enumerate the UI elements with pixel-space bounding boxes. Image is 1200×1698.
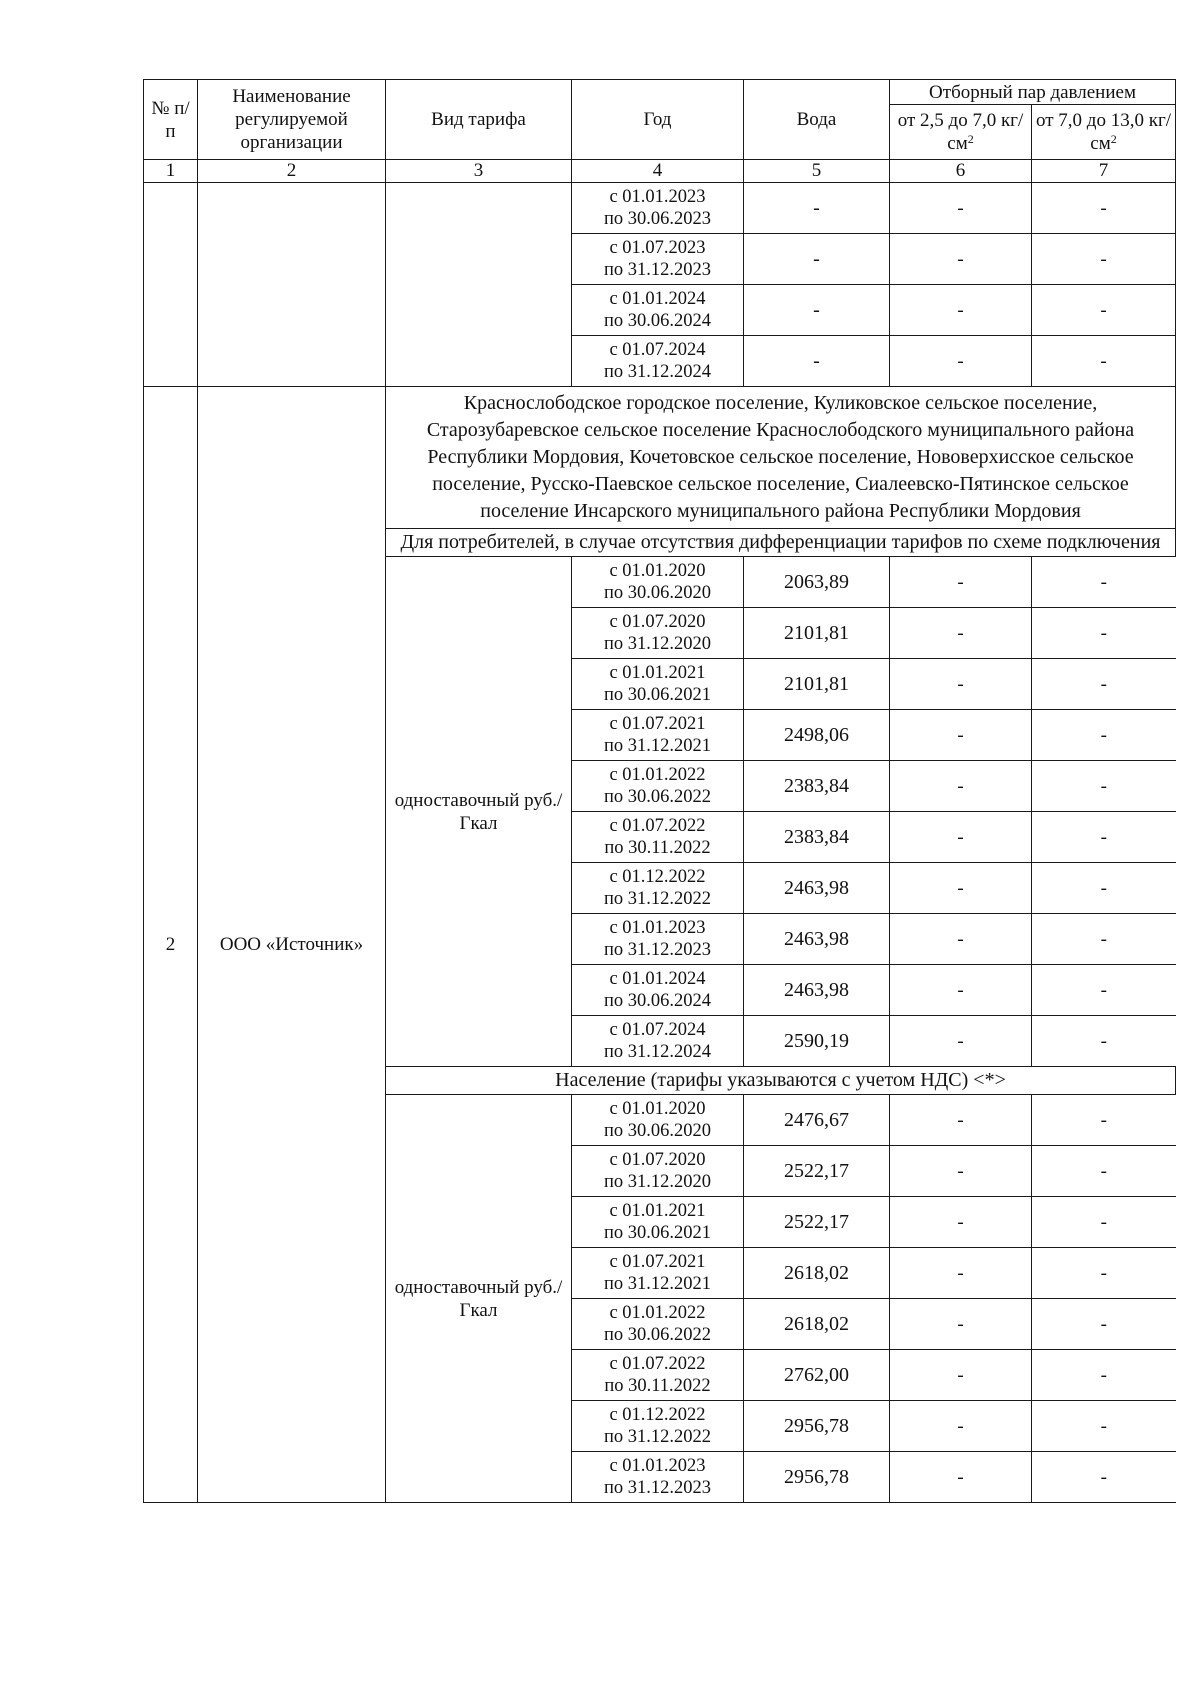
steam-high-cell: - bbox=[1032, 914, 1176, 965]
period-from: с 01.01.2021 bbox=[609, 1201, 706, 1221]
water-tariff-cell: 2463,98 bbox=[744, 914, 890, 965]
table-row bbox=[144, 183, 1176, 234]
org-name: ООО «Источник» bbox=[198, 387, 386, 1503]
period-cell bbox=[572, 1095, 744, 1146]
period-from: с 01.07.2024 bbox=[609, 1020, 706, 1040]
period-from: с 01.01.2021 bbox=[609, 663, 706, 683]
steam-high-cell: - bbox=[1032, 285, 1176, 336]
period-from: с 01.07.2022 bbox=[609, 1354, 706, 1374]
period-to: по 30.11.2022 bbox=[604, 838, 711, 858]
period-from: с 01.01.2024 bbox=[609, 289, 706, 309]
column-number: 6 bbox=[890, 160, 1032, 183]
steam-low-cell: - bbox=[890, 234, 1032, 285]
steam-high-cell: - bbox=[1032, 183, 1176, 234]
steam-high-cell: - bbox=[1032, 1016, 1176, 1067]
period-to: по 30.06.2024 bbox=[603, 991, 712, 1011]
water-tariff-cell: 2463,98 bbox=[744, 863, 890, 914]
steam-high-cell: - bbox=[1032, 234, 1176, 285]
period-from: с 01.01.2023 bbox=[609, 1456, 706, 1476]
tariff-document bbox=[143, 79, 1175, 1503]
period-cell bbox=[572, 336, 744, 387]
steam-low-cell: - bbox=[890, 1350, 1032, 1401]
col-header-organization: Наименование регулируемой организации bbox=[198, 80, 386, 160]
period-cell bbox=[572, 965, 744, 1016]
period-to: по 30.06.2020 bbox=[603, 583, 712, 603]
period-to: по 31.12.2023 bbox=[603, 1478, 712, 1498]
period-cell bbox=[572, 608, 744, 659]
period-from: с 01.07.2021 bbox=[609, 1252, 706, 1272]
water-tariff-cell: 2383,84 bbox=[744, 812, 890, 863]
period-from: с 01.01.2023 bbox=[609, 187, 706, 207]
water-tariff-cell: 2522,17 bbox=[744, 1197, 890, 1248]
steam-high-cell: - bbox=[1032, 710, 1176, 761]
period-cell bbox=[572, 1350, 744, 1401]
superscript: 2 bbox=[1110, 132, 1117, 146]
period-cell bbox=[572, 183, 744, 234]
steam-low-cell: - bbox=[890, 336, 1032, 387]
period-to: по 31.12.2022 bbox=[603, 1427, 712, 1447]
water-tariff-cell: 2101,81 bbox=[744, 659, 890, 710]
steam-high-cell: - bbox=[1032, 608, 1176, 659]
water-tariff-cell: - bbox=[744, 183, 890, 234]
period-to: по 30.06.2020 bbox=[603, 1121, 712, 1141]
period-from: с 01.01.2020 bbox=[609, 561, 706, 581]
period-cell bbox=[572, 710, 744, 761]
period-to: по 30.06.2021 bbox=[603, 1223, 712, 1243]
period-cell bbox=[572, 1146, 744, 1197]
col-header-water: Вода bbox=[744, 80, 890, 160]
period-cell bbox=[572, 1248, 744, 1299]
steam-low-cell: - bbox=[890, 557, 1032, 608]
steam-high-label: от 7,0 до 13,0 кг/см bbox=[1036, 110, 1172, 154]
steam-high-cell: - bbox=[1032, 1299, 1176, 1350]
org-cell-empty bbox=[198, 183, 386, 387]
period-cell bbox=[572, 557, 744, 608]
period-from: с 01.01.2020 bbox=[609, 1099, 706, 1119]
steam-high-cell: - bbox=[1032, 812, 1176, 863]
steam-high-cell: - bbox=[1032, 1146, 1176, 1197]
water-tariff-cell: 2956,78 bbox=[744, 1452, 890, 1503]
period-to: по 30.06.2022 bbox=[603, 1325, 712, 1345]
table-row bbox=[144, 387, 1176, 529]
water-tariff-cell: 2383,84 bbox=[744, 761, 890, 812]
col-header-tariff-type: Вид тарифа bbox=[386, 80, 572, 160]
steam-low-cell: - bbox=[890, 1452, 1032, 1503]
steam-low-cell: - bbox=[890, 1016, 1032, 1067]
col-header-steam: Отборный пар давлением bbox=[890, 80, 1176, 105]
steam-high-cell: - bbox=[1032, 1350, 1176, 1401]
period-from: с 01.07.2020 bbox=[609, 1150, 706, 1170]
steam-low-cell: - bbox=[890, 1095, 1032, 1146]
period-from: с 01.01.2023 bbox=[609, 918, 706, 938]
period-to: по 31.12.2021 bbox=[603, 736, 712, 756]
period-to: по 30.11.2022 bbox=[604, 1376, 711, 1396]
tariff-table bbox=[143, 79, 1176, 1503]
period-to: по 31.12.2023 bbox=[603, 940, 712, 960]
steam-high-cell: - bbox=[1032, 336, 1176, 387]
steam-high-cell: - bbox=[1032, 965, 1176, 1016]
period-to: по 30.06.2024 bbox=[603, 311, 712, 331]
steam-low-cell: - bbox=[890, 285, 1032, 336]
steam-low-cell: - bbox=[890, 608, 1032, 659]
steam-low-cell: - bbox=[890, 1248, 1032, 1299]
steam-low-cell: - bbox=[890, 1299, 1032, 1350]
period-cell bbox=[572, 914, 744, 965]
steam-low-cell: - bbox=[890, 965, 1032, 1016]
column-number: 3 bbox=[386, 160, 572, 183]
period-cell bbox=[572, 1197, 744, 1248]
water-tariff-cell: 2476,67 bbox=[744, 1095, 890, 1146]
period-to: по 31.12.2022 bbox=[603, 889, 712, 909]
col-header-steam-high bbox=[1032, 105, 1176, 160]
column-number: 1 bbox=[144, 160, 198, 183]
number-cell-empty bbox=[144, 183, 198, 387]
water-tariff-cell: 2956,78 bbox=[744, 1401, 890, 1452]
org-number: 2 bbox=[144, 387, 198, 1503]
superscript: 2 bbox=[967, 132, 974, 146]
tariff-type: одноставочный руб./Гкал bbox=[386, 1095, 572, 1503]
steam-low-cell: - bbox=[890, 1197, 1032, 1248]
column-number: 7 bbox=[1032, 160, 1176, 183]
period-cell bbox=[572, 761, 744, 812]
col-header-year: Год bbox=[572, 80, 744, 160]
water-tariff-cell: 2590,19 bbox=[744, 1016, 890, 1067]
water-tariff-cell: 2618,02 bbox=[744, 1299, 890, 1350]
period-cell bbox=[572, 863, 744, 914]
steam-low-cell: - bbox=[890, 863, 1032, 914]
period-cell bbox=[572, 659, 744, 710]
steam-high-cell: - bbox=[1032, 761, 1176, 812]
column-number: 4 bbox=[572, 160, 744, 183]
period-cell bbox=[572, 234, 744, 285]
water-tariff-cell: 2618,02 bbox=[744, 1248, 890, 1299]
period-to: по 31.12.2024 bbox=[603, 362, 712, 382]
period-cell bbox=[572, 285, 744, 336]
period-cell bbox=[572, 1401, 744, 1452]
table-body bbox=[144, 183, 1176, 1503]
period-to: по 31.12.2020 bbox=[603, 1172, 712, 1192]
section-title: Для потребителей, в случае отсутствия дифференциации тарифов по схеме подключения bbox=[386, 529, 1176, 557]
steam-low-cell: - bbox=[890, 812, 1032, 863]
period-from: с 01.07.2022 bbox=[609, 816, 706, 836]
period-cell bbox=[572, 1299, 744, 1350]
period-from: с 01.01.2024 bbox=[609, 969, 706, 989]
period-to: по 30.06.2021 bbox=[603, 685, 712, 705]
region-list: Краснослободское городское поселение, Куликовское сельское поселение, Старозубаревское сельское поселение Краснослободского муниципального района Республики Мордовия, Кочетовское сельское поселение, Нововерхисское сельское поселение, Русско-Паевское сельское поселение, Сиалеевско-Пятинское сельское поселение Инсарского муниципального района Республики Мордовия bbox=[386, 387, 1176, 529]
steam-high-cell: - bbox=[1032, 1197, 1176, 1248]
period-to: по 31.12.2023 bbox=[603, 260, 712, 280]
period-from: с 01.07.2023 bbox=[609, 238, 706, 258]
period-cell bbox=[572, 1452, 744, 1503]
steam-low-cell: - bbox=[890, 659, 1032, 710]
period-from: с 01.07.2021 bbox=[609, 714, 706, 734]
column-number: 2 bbox=[198, 160, 386, 183]
period-from: с 01.01.2022 bbox=[609, 1303, 706, 1323]
steam-low-cell: - bbox=[890, 914, 1032, 965]
period-to: по 31.12.2024 bbox=[603, 1042, 712, 1062]
period-to: по 30.06.2022 bbox=[603, 787, 712, 807]
steam-low-label: от 2,5 до 7,0 кг/см bbox=[897, 110, 1024, 154]
section-title: Население (тарифы указываются с учетом НДС) <*> bbox=[386, 1067, 1176, 1095]
steam-low-cell: - bbox=[890, 183, 1032, 234]
tariff-cell-empty bbox=[386, 183, 572, 387]
steam-low-cell: - bbox=[890, 1146, 1032, 1197]
water-tariff-cell: - bbox=[744, 336, 890, 387]
period-from: с 01.07.2024 bbox=[609, 340, 706, 360]
period-to: по 30.06.2023 bbox=[603, 209, 712, 229]
period-cell bbox=[572, 812, 744, 863]
water-tariff-cell: 2063,89 bbox=[744, 557, 890, 608]
col-header-number: № п/п bbox=[144, 80, 198, 160]
steam-high-cell: - bbox=[1032, 557, 1176, 608]
steam-low-cell: - bbox=[890, 710, 1032, 761]
steam-high-cell: - bbox=[1032, 659, 1176, 710]
water-tariff-cell: 2522,17 bbox=[744, 1146, 890, 1197]
period-from: с 01.12.2022 bbox=[609, 1405, 706, 1425]
period-to: по 31.12.2021 bbox=[603, 1274, 712, 1294]
period-to: по 31.12.2020 bbox=[603, 634, 712, 654]
steam-low-cell: - bbox=[890, 761, 1032, 812]
water-tariff-cell: 2463,98 bbox=[744, 965, 890, 1016]
water-tariff-cell: 2101,81 bbox=[744, 608, 890, 659]
steam-low-cell: - bbox=[890, 1401, 1032, 1452]
water-tariff-cell: - bbox=[744, 285, 890, 336]
water-tariff-cell: - bbox=[744, 234, 890, 285]
period-from: с 01.01.2022 bbox=[609, 765, 706, 785]
period-cell bbox=[572, 1016, 744, 1067]
steam-high-cell: - bbox=[1032, 1095, 1176, 1146]
column-number: 5 bbox=[744, 160, 890, 183]
period-from: с 01.12.2022 bbox=[609, 867, 706, 887]
steam-high-cell: - bbox=[1032, 1248, 1176, 1299]
col-header-steam-low bbox=[890, 105, 1032, 160]
water-tariff-cell: 2498,06 bbox=[744, 710, 890, 761]
period-from: с 01.07.2020 bbox=[609, 612, 706, 632]
steam-high-cell: - bbox=[1032, 1401, 1176, 1452]
steam-high-cell: - bbox=[1032, 863, 1176, 914]
water-tariff-cell: 2762,00 bbox=[744, 1350, 890, 1401]
tariff-type: одноставочный руб./Гкал bbox=[386, 557, 572, 1067]
steam-high-cell: - bbox=[1032, 1452, 1176, 1503]
